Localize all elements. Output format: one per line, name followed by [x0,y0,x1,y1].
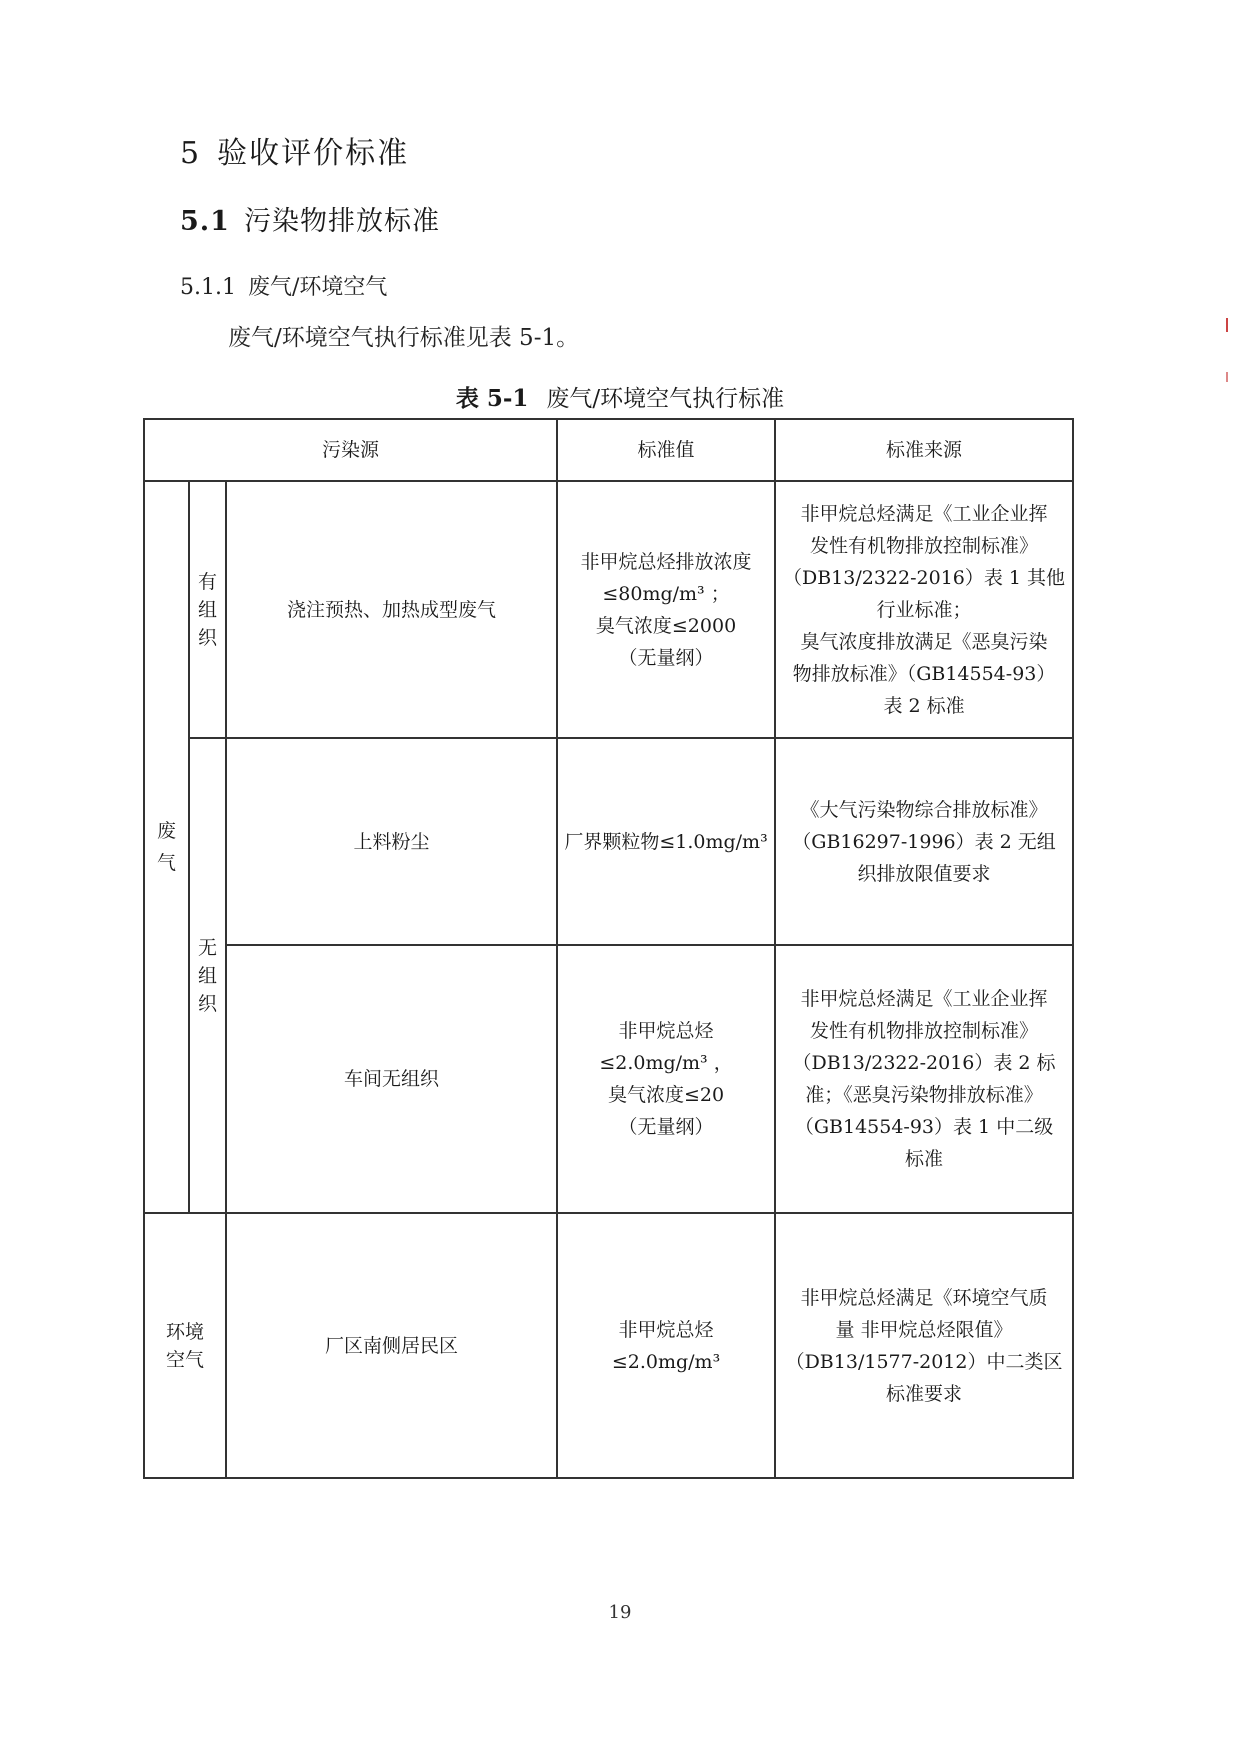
source-cell: 上料粉尘 [226,738,557,945]
table-caption-title: 废气/环境空气执行标准 [546,386,785,412]
category-line: 空气 [165,1348,204,1371]
table-header-row [144,419,1073,481]
header-value: 标准值 [557,419,775,481]
subsection-number: 5.1 [180,206,230,237]
origin-line: 量 非甲烷总烃限值》 [835,1318,1013,1341]
origin-line: 标准要求 [886,1382,963,1405]
origin-line: 非甲烷总烃满足《环境空气质 [800,1286,1048,1309]
origin-line: 发性有机物排放控制标准》 [810,1020,1039,1042]
value-line: ≤2.0mg/m³ ， [599,1052,733,1074]
subsubsection-number: 5.1.1 [180,275,236,300]
value-line: 非甲烷总烃 [618,1318,714,1341]
origin-cell [775,481,1073,738]
table-row [144,945,1073,1213]
value-cell [557,945,775,1213]
scan-artifact [1226,372,1228,382]
intro-paragraph: 废气/环境空气执行标准见表 5-1。 [228,325,580,351]
origin-line: 非甲烷总烃满足《工业企业挥 [800,988,1048,1010]
table-row [144,1213,1073,1478]
header-source: 污染源 [144,419,557,481]
header-origin: 标准来源 [775,419,1073,481]
category-cell-ambient-air [144,1213,226,1478]
origin-cell [775,738,1073,945]
value-line: 臭气浓度≤2000 [595,614,737,637]
origin-line: （GB14554-93）表 1 中二级 [794,1116,1054,1138]
value-line: ≤80mg/m³ ； [602,582,730,605]
subtype-char: 组 [197,964,217,987]
origin-line: （GB16297-1996）表 2 无组 [792,830,1056,853]
value-cell [557,738,775,945]
table-caption-number: 表 5-1 [455,385,529,412]
origin-line: 织排放限值要求 [857,862,991,885]
table-caption [0,380,1240,413]
origin-line: 标准 [905,1148,944,1170]
subtype-char: 组 [197,598,217,621]
category-cell-waste-gas: 废气 [144,481,189,1213]
origin-line: 发性有机物排放控制标准》 [810,534,1039,557]
source-cell: 车间无组织 [226,945,557,1213]
subtype-cell-organized [189,481,226,738]
origin-line: 物排放标准》（GB14554-93） [792,662,1056,685]
origin-cell [775,945,1073,1213]
subtype-char: 织 [197,626,217,649]
category-line: 环境 [165,1320,204,1343]
value-cell [557,1213,775,1478]
subsubsection-heading [180,270,387,301]
section-heading [180,128,409,172]
value-line: ≤2.0mg/m³ [611,1350,721,1373]
subtype-char: 有 [197,570,217,593]
subtype-char: 无 [197,936,217,959]
value-line: 臭气浓度≤20 [607,1084,725,1106]
table-row [144,481,1073,738]
source-cell: 浇注预热、加热成型废气 [226,481,557,738]
origin-line: （DB13/1577-2012）中二类区 [785,1350,1063,1373]
origin-line: 表 2 标准 [883,694,965,717]
origin-line: 行业标准； [876,598,972,621]
origin-line: 《大气污染物综合排放标准》 [800,798,1048,821]
subsubsection-title: 废气/环境空气 [247,275,388,300]
value-line: （无量纲） [618,1116,714,1138]
page-number: 19 [608,1602,632,1623]
origin-line: 臭气浓度排放满足《恶臭污染 [800,630,1048,653]
source-cell: 厂区南侧居民区 [226,1213,557,1478]
origin-line: 准；《恶臭污染物排放标准》 [805,1084,1043,1106]
value-line: 非甲烷总烃排放浓度 [580,550,752,573]
section-number: 5 [180,136,202,171]
value-cell [557,481,775,738]
origin-line: 非甲烷总烃满足《工业企业挥 [800,502,1048,525]
subsection-title: 污染物排放标准 [243,206,440,237]
value-line: 非甲烷总烃 [618,1020,714,1042]
subtype-cell-unorganized [189,738,226,1213]
subsection-heading [180,199,440,238]
origin-line: （DB13/2322-2016）表 1 其他 [782,566,1066,589]
section-title: 验收评价标准 [217,136,410,171]
subtype-char: 织 [197,992,217,1015]
scan-artifact [1226,318,1228,332]
table-row [144,738,1073,945]
origin-line: （DB13/2322-2016）表 2 标 [792,1052,1056,1074]
standards-table [143,418,1074,1479]
origin-cell [775,1213,1073,1478]
value-line: 厂界颗粒物≤1.0mg/m³ [564,830,768,853]
value-line: （无量纲） [618,646,714,669]
